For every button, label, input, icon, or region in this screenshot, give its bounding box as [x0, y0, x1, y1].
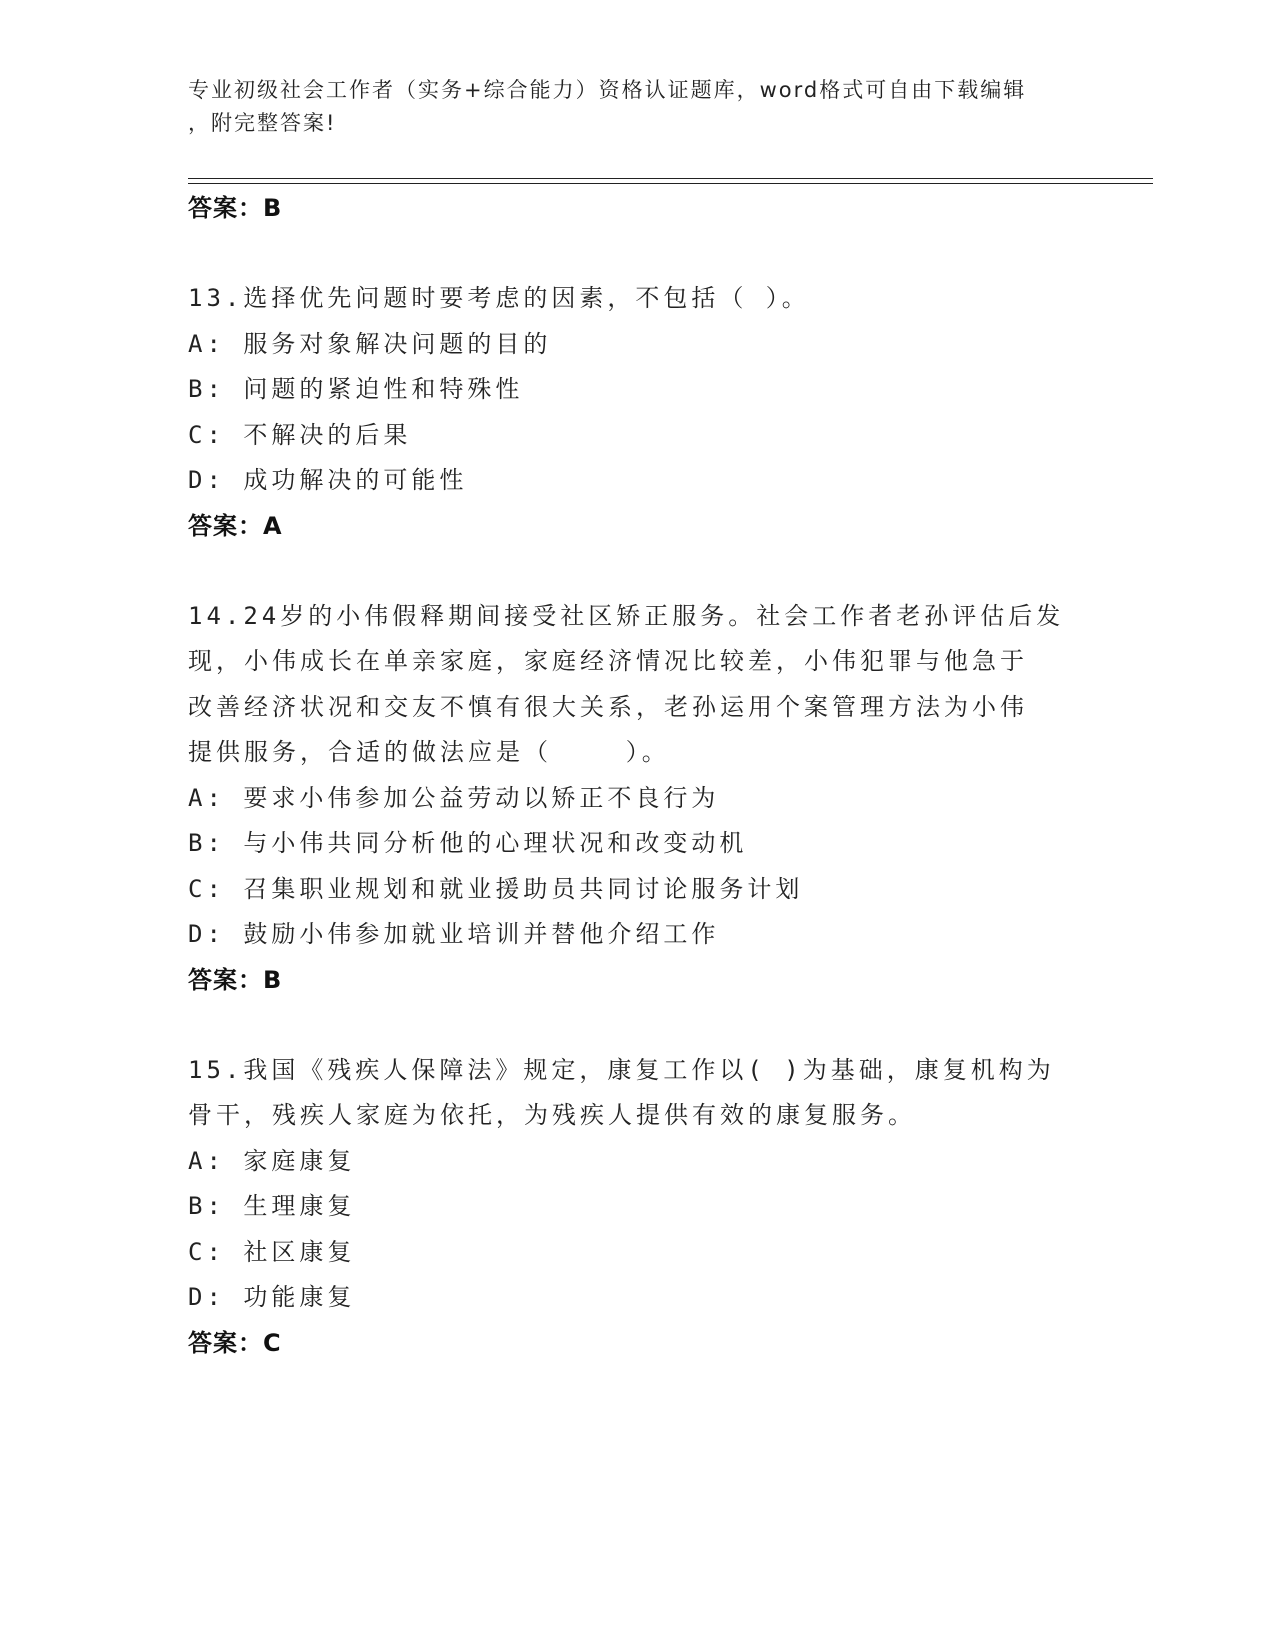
- answer: 答案：A: [188, 511, 283, 540]
- answer-previous: 答案：B: [188, 194, 283, 222]
- question-text: 提供服务，合适的做法应是（ ）。: [188, 738, 670, 766]
- header-rule-top: [188, 178, 1153, 179]
- option-d: D: 功能康复: [188, 1283, 356, 1311]
- question-list: [188, 186, 1088, 1366]
- option-d: D: 鼓励小伟参加就业培训并替他介绍工作: [188, 920, 720, 948]
- question-text: 骨干，残疾人家庭为依托，为残疾人提供有效的康复服务。: [188, 1101, 916, 1129]
- answer: 答案：B: [188, 965, 283, 994]
- document-header: [188, 74, 1088, 140]
- question-13: [188, 276, 1088, 549]
- question-text: 13.选择优先问题时要考虑的因素，不包括（ ）。: [188, 284, 810, 312]
- question-text: 现，小伟成长在单亲家庭，家庭经济情况比较差，小伟犯罪与他急于: [188, 647, 1028, 675]
- option-a: A: 家庭康复: [188, 1146, 356, 1175]
- header-rule-bottom: [188, 183, 1153, 184]
- option-a: A: 要求小伟参加公益劳动以矫正不良行为: [188, 783, 720, 812]
- option-b: B: 问题的紧迫性和特殊性: [188, 375, 524, 403]
- question-text: 14.24岁的小伟假释期间接受社区矫正服务。社会工作者老孙评估后发: [188, 601, 1065, 630]
- option-c: C: 社区康复: [188, 1237, 356, 1266]
- question-15: [188, 1048, 1088, 1366]
- option-b: B: 与小伟共同分析他的心理状况和改变动机: [188, 829, 748, 857]
- option-c: C: 不解决的后果: [188, 420, 412, 449]
- option-a: A: 服务对象解决问题的目的: [188, 329, 552, 358]
- answer: 答案：C: [188, 1328, 282, 1357]
- option-b: B: 生理康复: [188, 1192, 356, 1220]
- question-14: [188, 594, 1088, 1003]
- question-text: 改善经济状况和交友不慎有很大关系，老孙运用个案管理方法为小伟: [188, 692, 1028, 721]
- option-c: C: 召集职业规划和就业援助员共同讨论服务计划: [188, 874, 804, 903]
- option-d: D: 成功解决的可能性: [188, 466, 468, 494]
- question-text: 15.我国《残疾人保障法》规定，康复工作以( )为基础，康复机构为: [188, 1055, 1055, 1084]
- header-line-1: 专业初级社会工作者（实务+综合能力）资格认证题库，word格式可自由下载编辑: [188, 78, 1027, 102]
- header-line-2: ，附完整答案!: [188, 111, 337, 135]
